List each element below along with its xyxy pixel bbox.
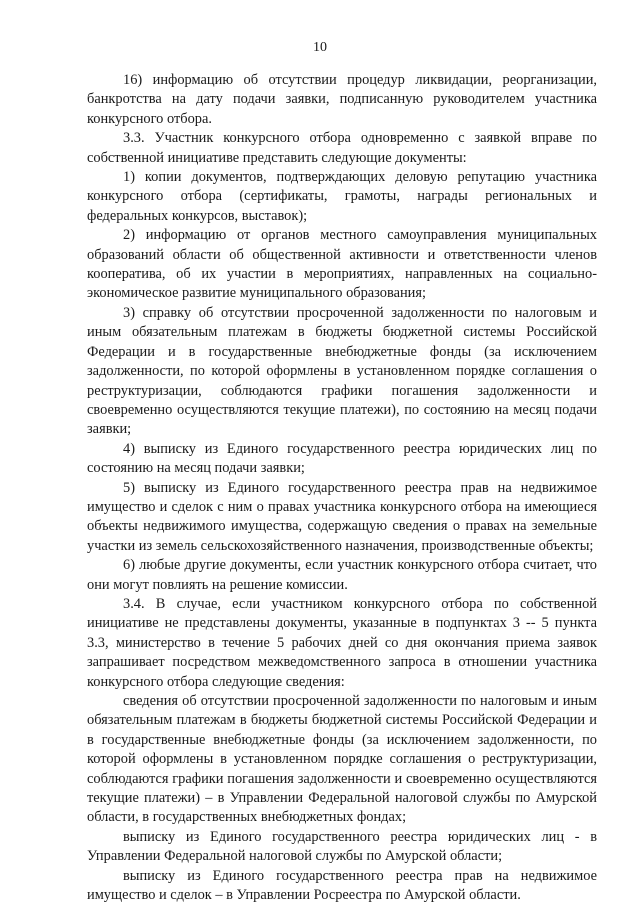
paragraph-item-1: 1) копии документов, подтверждающих деловую репутацию участника конкурсного отбора (сертификаты, грамоты, награды региональных и федеральных конкурсов, выставок); bbox=[87, 169, 597, 224]
paragraph-tax-debt-info: сведения об отсутствии просроченной задолженности по налоговым и иным обязательным платежам в бюджеты бюджетной системы Российской Федерации и в государственные внебюджетные фонды (за исключением задолженности, по которой оформлены в установленном порядке соглашения о реструктуризации, соблюдаются графики погашения задолженности и своевременно осуществляются текущие платежи) – в Управлении Федеральной налоговой службы по Амурской области, в государственных внебюджетных фондах; bbox=[87, 693, 597, 826]
paragraph-item-2: 2) информацию от органов местного самоуправления муниципальных образований области об общественной активности и ответственности членов кооператива, об их участии в мероприятиях, направленных на социально-экономическое развитие муниципального образования; bbox=[87, 227, 597, 302]
paragraph-section-3-4: 3.4. В случае, если участником конкурсного отбора по собственной инициативе не представлены документы, указанные в подпунктах 3 -- 5 пункта 3.3, министерство в течение 5 рабочих дней со дня окончания приема заявок запрашивает посредством межведомственного запроса в отношении участника конкурсного отбора следующие сведения: bbox=[87, 595, 597, 690]
paragraph-section-3-3: 3.3. Участник конкурсного отбора одновременно с заявкой вправе по собственной инициативе представить следующие документы: bbox=[87, 130, 597, 166]
paragraph-real-estate-extract: выписку из Единого государственного реестра прав на недвижимое имущество и сделок – в Управлении Росреестра по Амурской области. bbox=[87, 867, 597, 904]
page-number: 10 bbox=[313, 40, 327, 55]
paragraph-legal-entities-extract: выписку из Единого государственного реестра юридических лиц - в Управлении Федеральной налоговой службы по Амурской области; bbox=[87, 828, 597, 865]
paragraph-item-3: 3) справку об отсутствии просроченной задолженности по налоговым и иным обязательным платежам в бюджеты бюджетной системы Российской Федерации и в государственные внебюджетные фонды (за исключением задолженности, по которой оформлены в установленном порядке соглашения о реструктуризации, соблюдаются графики погашения задолженности и своевременно осуществляются текущие платежи), по состоянию на месяц подачи заявки; bbox=[87, 304, 597, 438]
paragraph-item-5: 5) выписку из Единого государственного реестра прав на недвижимое имущество и сделок с ним о правах участника конкурсного отбора на имеющиеся объекты недвижимого имущества, содержащую сведения о правах на земельные участки из земель сельскохозяйственного назначения, производственные объекты; bbox=[87, 479, 597, 554]
paragraph-item-16: 16) информацию об отсутствии процедур ликвидации, реорганизации, банкротства на дату подачи заявки, подписанную руководителем участника конкурсного отбора. bbox=[87, 72, 597, 127]
document-body bbox=[87, 71, 597, 905]
paragraph-item-4: 4) выписку из Единого государственного реестра юридических лиц по состоянию на месяц подачи заявки; bbox=[87, 440, 597, 477]
paragraph-item-6: 6) любые другие документы, если участник конкурсного отбора считает, что они могут повлиять на решение комиссии. bbox=[87, 557, 597, 593]
